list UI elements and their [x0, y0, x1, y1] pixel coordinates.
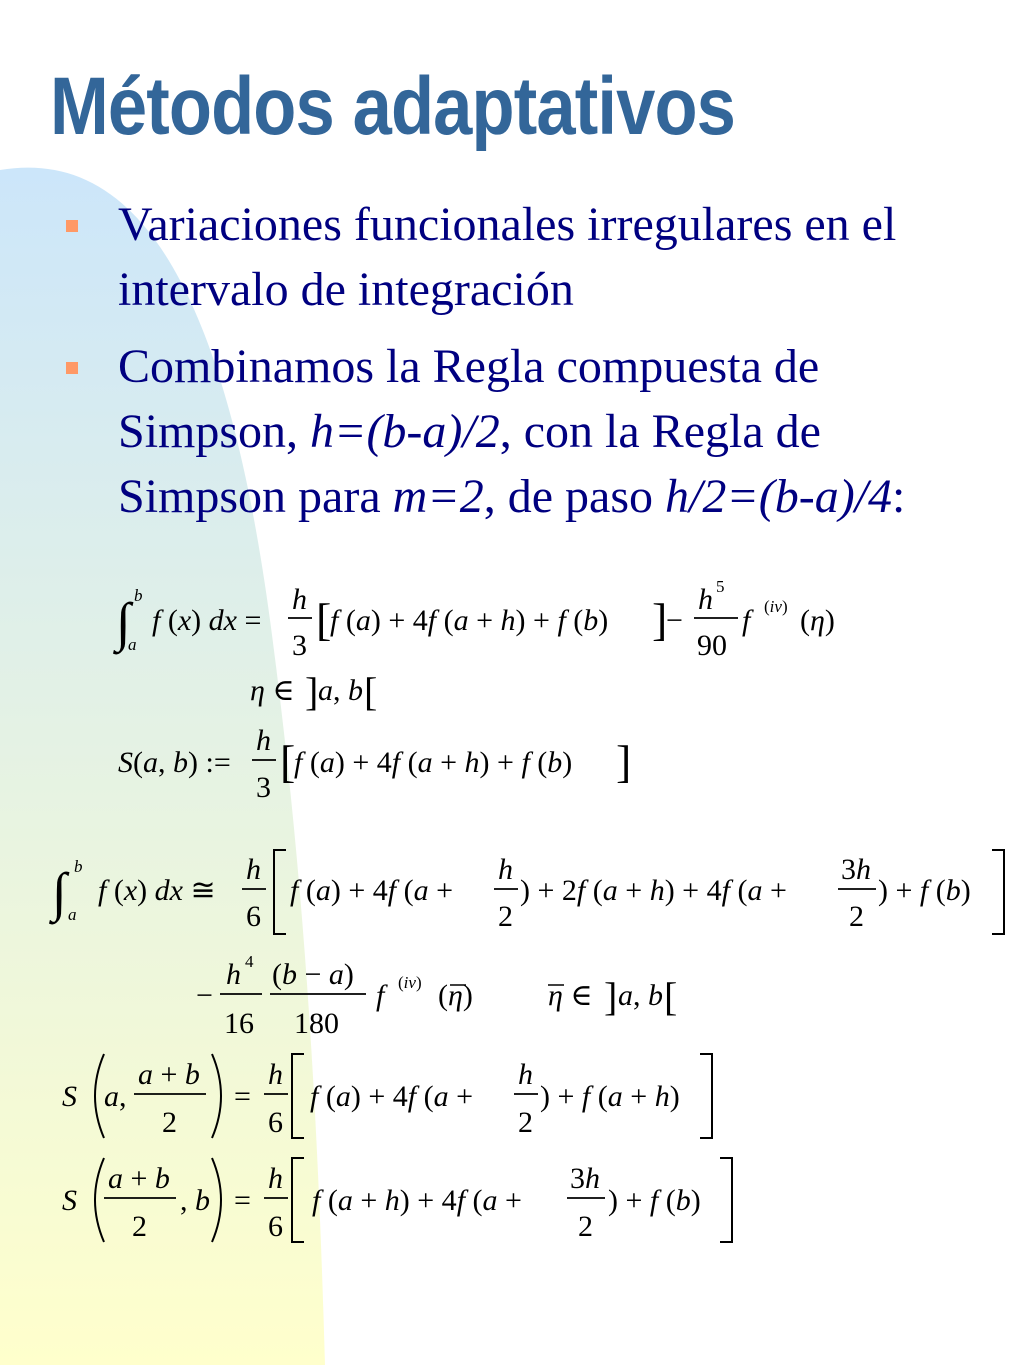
bullet-item [66, 192, 996, 322]
svg-text:]: ] [652, 594, 668, 645]
svg-text:(η): (η) [800, 604, 835, 637]
svg-text:) + f (b): ) + f (b) [608, 1184, 701, 1217]
svg-text:a, b: a, b [618, 979, 663, 1012]
svg-text:f (a) + 4f (a +: f (a) + 4f (a + [290, 874, 454, 907]
svg-text:f (a + h) + 4f (a +: f (a + h) + 4f (a + [312, 1184, 522, 1217]
svg-text:h: h [292, 583, 307, 616]
svg-text:S(a, b) :=: S(a, b) := [118, 746, 231, 779]
svg-text:η ∈: η ∈ [548, 979, 593, 1012]
svg-text:a + b: a + b [138, 1058, 200, 1091]
svg-text:f: f [376, 979, 385, 1012]
formula-eta-interval [250, 669, 377, 714]
svg-text:h: h [268, 1058, 283, 1091]
svg-text:−: − [196, 979, 213, 1012]
svg-text:[: [ [280, 736, 296, 787]
svg-text:a + b: a + b [108, 1162, 170, 1195]
svg-text:∫: ∫ [116, 592, 131, 652]
svg-text:b: b [134, 586, 143, 605]
bullet-marker-icon [66, 220, 78, 232]
svg-text:6: 6 [268, 1106, 283, 1139]
bullet-expression: h/2=(b-a)/4 [665, 470, 893, 523]
svg-text:η ∈: η ∈ [250, 674, 295, 707]
svg-text:a, b: a, b [318, 674, 363, 707]
svg-text:]: ] [604, 974, 618, 1019]
svg-text:(iv): (iv) [764, 597, 788, 616]
svg-text:5: 5 [716, 577, 725, 596]
svg-text:h: h [698, 583, 713, 616]
svg-text:2: 2 [132, 1210, 147, 1243]
svg-text:h: h [518, 1058, 533, 1091]
svg-text:6: 6 [246, 900, 261, 933]
bullet-item [66, 334, 996, 529]
svg-text:, b: , b [180, 1184, 210, 1217]
svg-text:a,: a, [104, 1080, 127, 1113]
svg-text:) + f (b): ) + f (b) [878, 874, 971, 907]
svg-text:h: h [268, 1162, 283, 1195]
bullet-text-part: Combinamos la Regla compuesta de Simpson, [118, 340, 820, 458]
svg-text:6: 6 [268, 1210, 283, 1243]
svg-text:(b − a): (b − a) [272, 958, 354, 991]
formula-s-right-half [62, 1158, 732, 1243]
svg-text:4: 4 [245, 952, 254, 971]
formula-composite-simpson [49, 850, 1004, 934]
svg-text:3h: 3h [570, 1162, 600, 1195]
svg-text:3: 3 [256, 771, 271, 804]
svg-text:h: h [498, 853, 513, 886]
svg-text:[: [ [364, 669, 378, 714]
bullet-list [66, 192, 996, 541]
svg-text:S: S [62, 1184, 77, 1217]
svg-text:−: − [666, 604, 683, 637]
svg-text:=: = [234, 1080, 251, 1113]
svg-text:) + 2f (a + h) + 4f (a +: ) + 2f (a + h) + 4f (a + [520, 874, 787, 907]
formula-block [0, 560, 1024, 1280]
svg-text:f (x) dx ≅: f (x) dx ≅ [98, 874, 216, 907]
svg-text:f (a) + 4f (a + h) + f (b): f (a) + 4f (a + h) + f (b) [294, 746, 573, 779]
svg-text:=: = [234, 1184, 251, 1217]
svg-text:16: 16 [224, 1007, 254, 1040]
bullet-expression: h=(b-a)/2 [310, 405, 500, 458]
svg-text:(iv): (iv) [398, 973, 422, 992]
bullet-text-part: , de paso [483, 470, 665, 523]
svg-text:[: [ [316, 594, 332, 645]
svg-text:2: 2 [498, 900, 513, 933]
svg-text:a: a [68, 905, 77, 924]
svg-text:90: 90 [697, 629, 727, 662]
svg-text:2: 2 [849, 900, 864, 933]
slide-title: Métodos adaptativos [50, 61, 736, 152]
svg-text:(η): (η) [438, 979, 473, 1012]
svg-text:f: f [742, 604, 751, 637]
svg-text:[: [ [664, 974, 678, 1019]
bullet-text-part: , con la Regla de Simpson para [118, 405, 821, 523]
bullet-marker-icon [66, 362, 78, 374]
svg-text:2: 2 [162, 1106, 177, 1139]
svg-text:h: h [226, 958, 241, 991]
formula-composite-error [196, 952, 677, 1040]
svg-text:a: a [128, 635, 137, 654]
svg-text:2: 2 [518, 1106, 533, 1139]
formula-s-definition [118, 724, 631, 804]
svg-text:2: 2 [578, 1210, 593, 1243]
svg-text:f (a) + 4f (a + h) + f (b): f (a) + 4f (a + h) + f (b) [330, 604, 609, 637]
svg-text:h: h [246, 853, 261, 886]
svg-text:180: 180 [294, 1007, 339, 1040]
svg-text:]: ] [305, 669, 319, 714]
formula-simpson-error [113, 577, 835, 662]
svg-text:) + f (a + h): ) + f (a + h) [540, 1080, 680, 1113]
svg-text:3: 3 [292, 629, 307, 662]
formula-s-left-half [62, 1054, 712, 1139]
svg-text:3h: 3h [841, 853, 871, 886]
svg-text:S: S [62, 1080, 77, 1113]
svg-text:b: b [74, 857, 83, 876]
bullet-text-part: : [892, 470, 906, 523]
svg-text:∫: ∫ [52, 862, 67, 922]
bullet-expression: m=2 [392, 470, 484, 523]
bullet-text: Variaciones funcionales irregulares en el intervalo de integración [118, 198, 897, 316]
svg-text:h: h [256, 724, 271, 757]
svg-text:]: ] [616, 736, 632, 787]
svg-text:f (x) dx =: f (x) dx = [152, 604, 262, 637]
svg-text:f (a) + 4f (a +: f (a) + 4f (a + [310, 1080, 474, 1113]
